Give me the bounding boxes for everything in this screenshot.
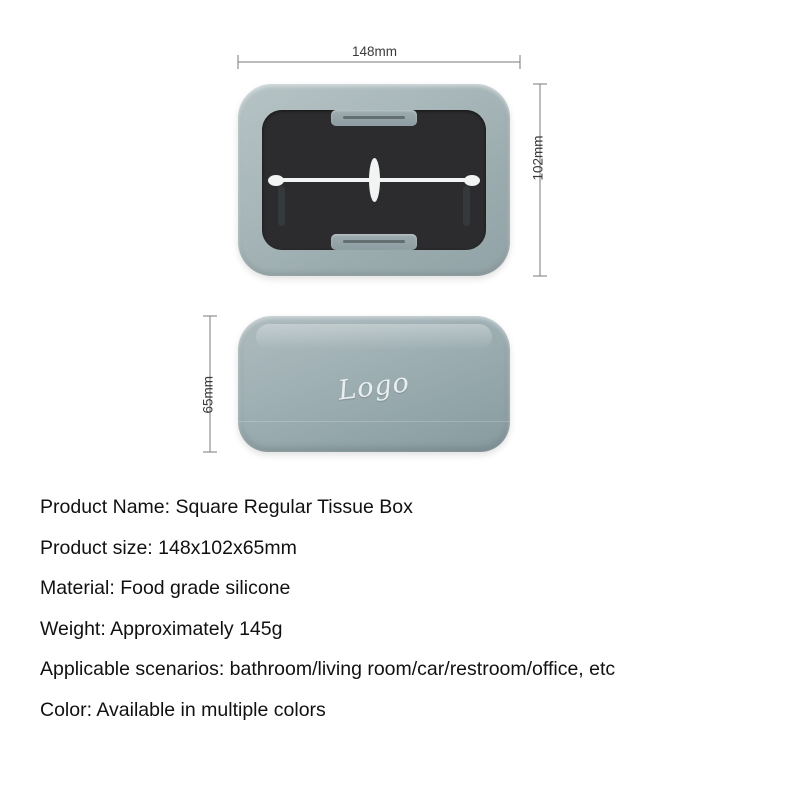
- tissue-box-top-view: [238, 84, 510, 276]
- spec-list: [40, 498, 770, 741]
- swab-tip-right: [464, 175, 480, 186]
- left-notch: [278, 186, 285, 226]
- dimension-label-depth: 102mm: [530, 135, 546, 181]
- swab-center: [369, 158, 380, 202]
- bottom-slot: [331, 234, 417, 250]
- spec-product-size: Product size: 148x102x65mm: [40, 536, 297, 559]
- bottom-slot-line: [343, 240, 405, 243]
- spec-color: Color: Available in multiple colors: [40, 698, 326, 721]
- spec-scenarios: Applicable scenarios: bathroom/living room/car/restroom/office, etc: [40, 658, 616, 680]
- swab-shape-icon: [268, 174, 480, 186]
- spec-material: Material: Food grade silicone: [40, 577, 291, 599]
- spec-product-name: Product Name: Square Regular Tissue Box: [40, 496, 413, 518]
- top-slot: [331, 110, 417, 126]
- logo-text: Logo: [336, 366, 412, 407]
- side-view-seam: [238, 421, 510, 422]
- right-notch: [463, 186, 470, 226]
- swab-tip-left: [268, 175, 284, 186]
- dimension-label-width: 148mm: [352, 44, 398, 59]
- dispenser-opening: [285, 120, 463, 240]
- dimension-label-height: 65mm: [200, 375, 216, 414]
- tissue-box-side-view: [238, 316, 510, 452]
- spec-weight: Weight: Approximately 145g: [40, 617, 283, 640]
- side-view-highlight: [256, 324, 492, 350]
- tissue-box-inner-panel: [262, 110, 486, 250]
- top-slot-line: [343, 116, 405, 119]
